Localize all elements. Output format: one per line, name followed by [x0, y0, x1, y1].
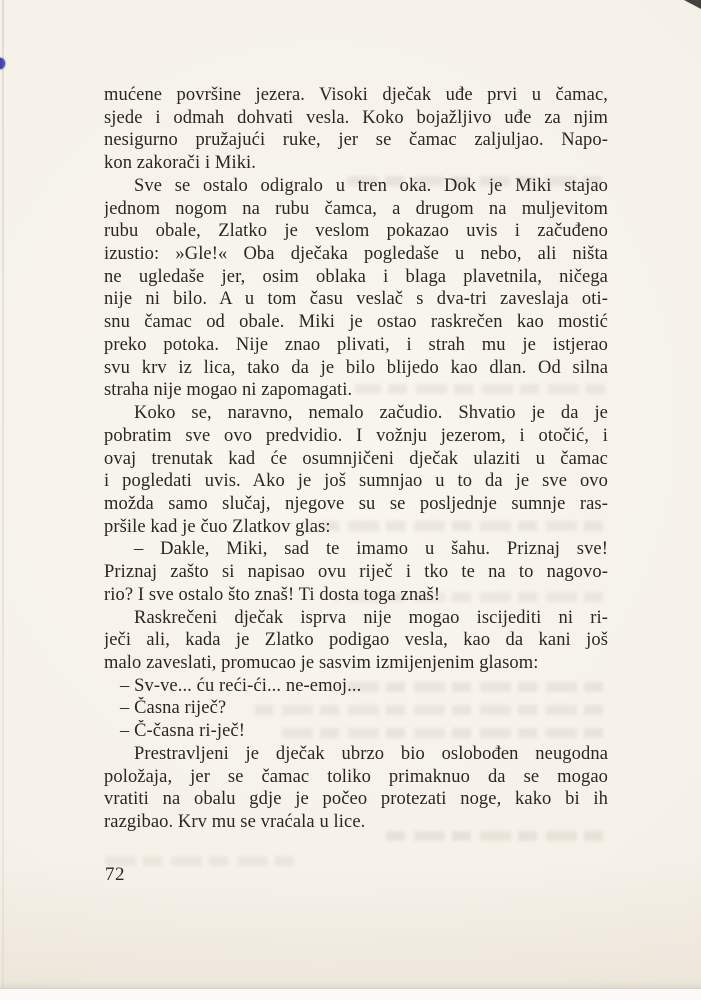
text-line: svu krv iz lica, tako da je bilo blijedo kao dlan. Od silna: [104, 357, 608, 378]
text-line: Prestravljeni je dječak ubrzo bio oslobođen neugodna: [134, 743, 608, 764]
text-line: sjede i odmah dohvati vesla. Koko bojažljivo uđe za njim: [104, 107, 608, 128]
text-line: straha nije mogao ni zapomagati.: [104, 380, 353, 401]
corner-shadow-mark: [684, 0, 701, 9]
text-line: nije ni bilo. A u tom času veslač s dva-tri zaveslaja oti-: [104, 289, 608, 310]
text-line: malo zaveslati, promucao je sasvim izmijenjenim glasom:: [104, 652, 539, 673]
page-left-edge: [2, 0, 4, 989]
text-line: pršile kad je čuo Zlatkov glas:: [104, 516, 331, 537]
page-bottom-edge: [0, 988, 701, 1000]
text-line: snu čamac od obale. Miki je ostao raskrečen kao mostić: [104, 312, 608, 333]
text-line: Koko se, naravno, nemalo začudio. Shvatio je da je: [134, 403, 608, 424]
text-line: rio? I sve ostalo što znaš! Ti dosta toga znaš!: [104, 584, 441, 605]
text-line: možda samo slučaj, njegove su se posljednje sumnje ras-: [104, 493, 608, 514]
text-line: – Časna riječ?: [120, 698, 227, 719]
text-line: Raskrečeni dječak isprva nije mogao iscijediti ni ri-: [134, 607, 608, 628]
text-line: razgibao. Krv mu se vraćala u lice.: [104, 812, 366, 832]
bleedthrough-ghost: [104, 856, 294, 866]
text-line: jednom nogom na rubu čamca, a drugom na muljevitom: [104, 198, 608, 219]
text-line: vratiti na obalu gdje je počeo protezati noge, kako bi ih: [104, 789, 608, 810]
text-line: nesigurno pružajući ruke, jer se čamac zaljuljao. Napo-: [104, 130, 608, 151]
text-line: i pogledati uvis. Ako je još sumnjao u to da je sve ovo: [104, 471, 608, 492]
text-line: mućene površine jezera. Visoki dječak uđe prvi u čamac,: [104, 85, 608, 105]
text-line: ovaj trenutak kad će osumnjičeni dječak ulaziti u čamac: [104, 448, 608, 469]
page-number: 72: [105, 864, 125, 885]
text-line: rubu obale, Zlatko je veslom pokazao uvis i začuđeno: [104, 221, 608, 242]
text-line: – Sv-ve... ću reći-ći... ne-emoj...: [120, 675, 362, 696]
text-line: ne ugledaše jer, osim oblaka i blaga plavetnila, ničega: [104, 266, 608, 287]
text-line: ječi ali, kada je Zlatko podigao vesla, kao da kani još: [104, 630, 608, 651]
text-line: izustio: »Gle!« Oba dječaka pogledaše u nebo, ali ništa: [104, 244, 608, 265]
text-line: Sve se ostalo odigralo u tren oka. Dok je Miki stajao: [134, 175, 608, 196]
text-line: pobratim sve ovo predvidio. I vožnju jezerom, i otočić, i: [104, 425, 608, 446]
text-line: – Č-časna ri-ječ!: [120, 721, 245, 742]
text-line: položaja, jer se čamac toliko primaknuo da se mogao: [104, 766, 608, 787]
text-line: kon zakorači i Miki.: [104, 153, 257, 174]
text-line: – Dakle, Miki, sad te imamo u šahu. Priznaj sve!: [134, 539, 608, 560]
text-line: Priznaj zašto si napisao ovu riječ i tko te na to nagovo-: [104, 562, 608, 583]
text-block: [104, 84, 608, 834]
text-line: preko potoka. Nije znao plivati, i strah mu je istjerao: [104, 334, 608, 355]
